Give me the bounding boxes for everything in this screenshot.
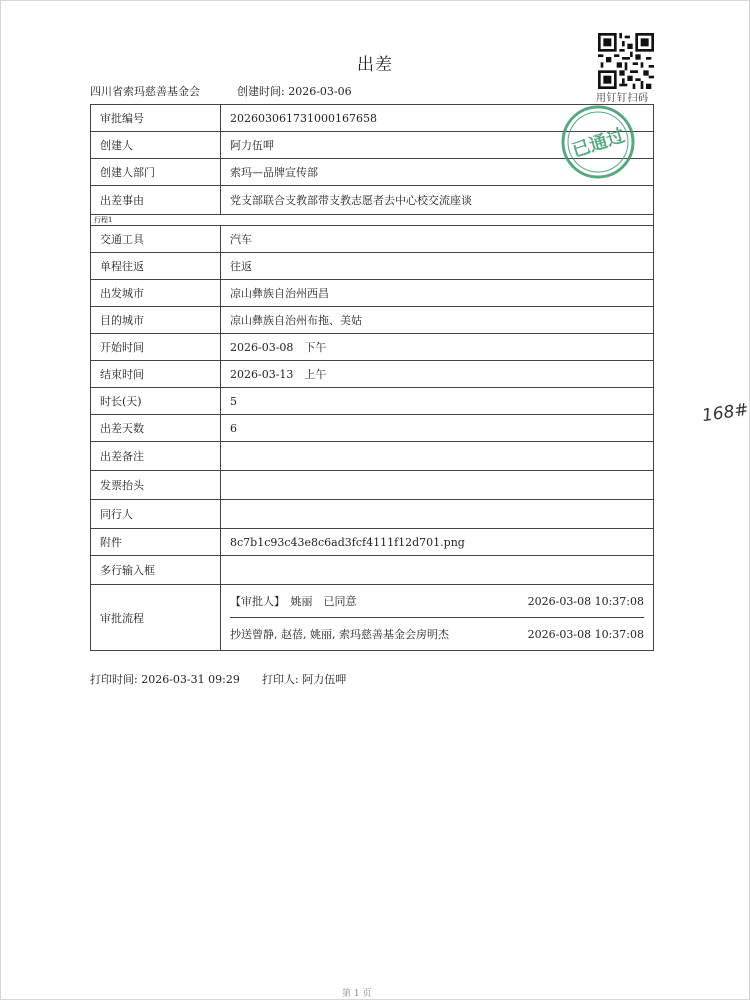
form-row: [91, 334, 654, 361]
print-time: 打印时间: 2026-03-31 09:29: [90, 673, 240, 686]
form-row: [91, 471, 654, 500]
field-label: 结束时间: [91, 361, 221, 388]
approval-flow-cell: [221, 585, 654, 651]
field-value: [221, 442, 654, 471]
approval-time: 2026-03-08 10:37:08: [527, 594, 644, 608]
field-value: 202603061731000167658: [221, 105, 654, 132]
document-title: 出差: [357, 55, 393, 75]
form-row: [91, 529, 654, 556]
field-label: 多行输入框: [91, 556, 221, 585]
field-value: [221, 556, 654, 585]
field-label: 交通工具: [91, 226, 221, 253]
printer-name: 打印人: 阿力伍呷: [262, 673, 347, 686]
field-label: 附件: [91, 529, 221, 556]
field-value: 2026-03-08 下午: [221, 334, 654, 361]
form-row: [91, 280, 654, 307]
field-value: 阿力伍呷: [221, 132, 654, 159]
field-value: 凉山彝族自治州西昌: [221, 280, 654, 307]
cc-recipients: 抄送曾静, 赵蓓, 姚丽, 索玛慈善基金会房明杰: [230, 628, 449, 641]
field-value: 党支部联合支教部带支教志愿者去中心校交流座谈: [221, 186, 654, 215]
created-date: 2026-03-06: [288, 85, 352, 98]
field-label: 创建人: [91, 132, 221, 159]
field-label: 同行人: [91, 500, 221, 529]
field-value: 凉山彝族自治州布拖、美姑: [221, 307, 654, 334]
approved-stamp: [560, 104, 636, 180]
form-row: [91, 415, 654, 442]
created-label: 创建时间:: [237, 85, 285, 98]
approval-form-table: [90, 104, 654, 651]
form-row: [91, 361, 654, 388]
field-value: 5: [221, 388, 654, 415]
trip-group-row: [91, 215, 654, 226]
field-value: 6: [221, 415, 654, 442]
field-label: 单程往返: [91, 253, 221, 280]
page-number: 第 1 页: [342, 989, 372, 999]
cc-time: 2026-03-08 10:37:08: [527, 627, 644, 641]
qr-caption: 用钉钉扫码: [596, 93, 649, 104]
field-label: 审批编号: [91, 105, 221, 132]
trip-group-label: 行程1: [91, 215, 654, 226]
field-label: 发票抬头: [91, 471, 221, 500]
field-value: 2026-03-13 上午: [221, 361, 654, 388]
field-label: 出差天数: [91, 415, 221, 442]
form-row: [91, 388, 654, 415]
handwritten-note: 168#: [700, 399, 750, 427]
field-label: 开始时间: [91, 334, 221, 361]
field-value: 8c7b1c93c43e8c6ad3fcf4111f12d701.png: [221, 529, 654, 556]
qr-code-icon: [598, 33, 654, 89]
field-value: [221, 471, 654, 500]
form-row: [91, 253, 654, 280]
approver-status: 【审批人】 姚丽 已同意: [230, 595, 357, 608]
form-row: [91, 556, 654, 585]
field-label: 时长(天): [91, 388, 221, 415]
cc-step: [230, 617, 644, 650]
field-label: 目的城市: [91, 307, 221, 334]
field-label: 出发城市: [91, 280, 221, 307]
form-row: [91, 186, 654, 215]
field-value: 往返: [221, 253, 654, 280]
field-value: 索玛—品牌宣传部: [221, 159, 654, 186]
field-value: [221, 500, 654, 529]
field-label: 创建人部门: [91, 159, 221, 186]
form-row: [91, 226, 654, 253]
organization-name: 四川省索玛慈善基金会: [90, 85, 200, 98]
field-value: 汽车: [221, 226, 654, 253]
created-time: [237, 83, 352, 99]
approval-flow-row: [91, 585, 654, 651]
field-label: 出差事由: [91, 186, 221, 215]
form-row: [91, 500, 654, 529]
stamp-text: 已通过: [569, 125, 628, 162]
form-row: [91, 442, 654, 471]
field-label: 出差备注: [91, 442, 221, 471]
field-label: 审批流程: [91, 585, 221, 651]
form-row: [91, 307, 654, 334]
approval-step: [230, 585, 644, 617]
